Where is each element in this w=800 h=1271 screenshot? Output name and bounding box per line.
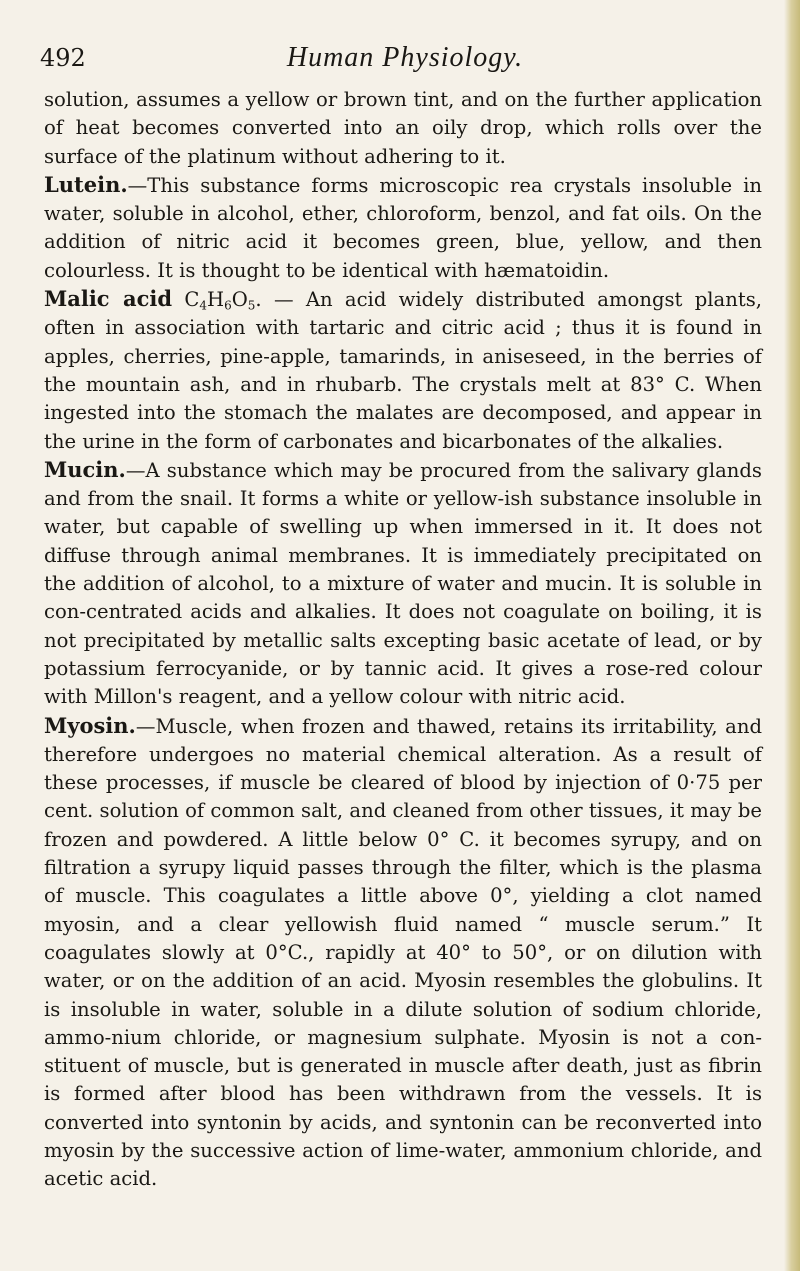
entry-term: Malic acid — [44, 286, 173, 312]
paragraph-text: solution, assumes a yellow or brown tint, and on the further application of heat becomes converted into an oily drop, which rolls over the surface of the platinum without adhering to it. — [44, 88, 762, 168]
page-header — [40, 42, 770, 82]
entry-term: Myosin. — [44, 712, 136, 738]
paragraph-continuation — [44, 86, 762, 171]
chemical-formula: $C_4H_6O_5$. — [184, 288, 262, 313]
entry-text: —A substance which may be procured from the salivary glands and from the snail. It forms a white or yellow-ish substance insoluble in water, but capable of swelling up when immersed in it. It does not diffuse through animal membranes. It is immediately precipitated on the addition of alcohol, to a mixture of water and mucin. It is soluble in con-centrated acids and alkalies. It does not coagulate on boiling, it is not precipitated by metallic salts excepting basic acetate of lead, or by potassium ferrocyanide, or by tannic acid. It gives a rose-red colour with Millon's reagent, and a yellow colour with nitric acid. — [44, 458, 762, 709]
entry-text: —This substance forms microscopic rea crystals insoluble in water, soluble in alcohol, ether, chloroform, benzol, and fat oils. On the addition of nitric acid it becomes green, blue, yellow, and then colourless. It is thought to be identical with hæmatoidin. — [44, 173, 762, 282]
entry-text: — An acid widely distributed amongst plants, often in association with tartaric and citric acid ; thus it is found in apples, cherries, pine-apple, tamarinds, in aniseseed, in the berries of the mountain ash, and in rhubarb. The crystals melt at 83° C. When ingested into the stomach the malates are decomposed, and appear in the urine in the form of carbonates and bicarbonates of the alkalies. — [44, 288, 762, 453]
running-title: Human Physiology. — [286, 42, 524, 73]
entry-text: —Muscle, when frozen and thawed, retains its irritability, and therefore undergoes no material chemical alteration. As a result of these processes, if muscle be cleared of blood by injection of 0·75 per cent. solution of common salt, and cleaned from other tissues, it may be frozen and powdered. A little below 0° C. it becomes syrupy, and on filtration a syrupy liquid passes through the filter, which is the plasma of muscle. This coagulates a little above 0°, yielding a clot named myosin, and a clear yellowish fluid named “ muscle serum.” It coagulates slowly at 0°C., rapidly at 40° to 50°, or on dilution with water, or on the addition of an acid. Myosin resembles the globulins. It is insoluble in water, soluble in a dilute solution of sodium chloride, ammo-nium chloride, or magnesium sulphate. Myosin is not a con-stituent of muscle, but is generated in muscle after death, just as fibrin is formed after blood has been withdrawn from the vessels. It is converted into syntonin by acids, and syntonin can be reconverted into myosin by the successive action of lime-water, ammonium chloride, and acetic acid. — [44, 714, 762, 1191]
entry-term: Lutein. — [44, 171, 128, 197]
entry-myosin — [44, 712, 762, 1194]
body-text — [44, 86, 762, 1194]
page-number: 492 — [40, 44, 86, 72]
entry-malic-acid — [44, 285, 762, 456]
entry-mucin — [44, 456, 762, 712]
entry-lutein — [44, 171, 762, 285]
page-edge — [784, 0, 800, 1271]
entry-term: Mucin. — [44, 456, 126, 482]
